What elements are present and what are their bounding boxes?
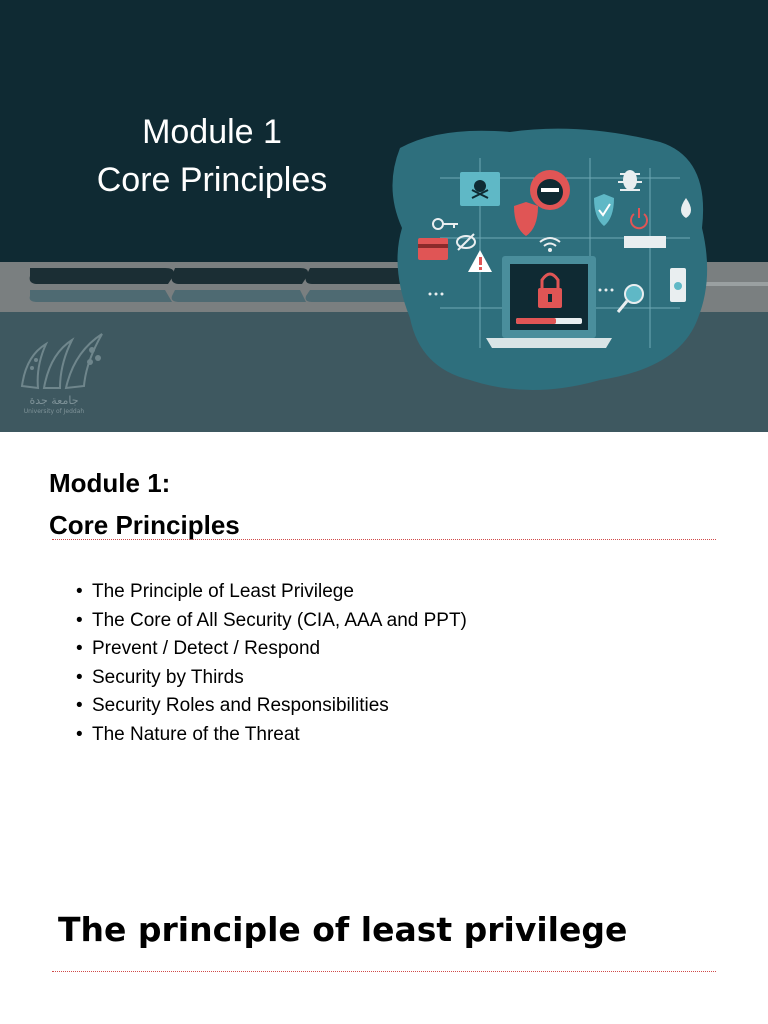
title-slide xyxy=(0,0,768,432)
title-line-1: Module 1 xyxy=(142,113,282,151)
list-item: • The Nature of the Threat xyxy=(76,721,467,750)
phone-icon xyxy=(670,268,686,302)
list-item: • The Core of All Security (CIA, AAA and PPT) xyxy=(76,607,467,636)
agenda-divider xyxy=(52,539,716,540)
agenda-heading xyxy=(49,462,240,546)
logo-english-text: University of Jeddah xyxy=(23,408,85,415)
password-icon xyxy=(624,236,666,248)
folder-skull-icon xyxy=(460,172,500,206)
agenda-heading-line-2: Core Principles xyxy=(49,510,240,540)
credit-card-icon xyxy=(418,238,448,260)
agenda-list xyxy=(76,578,467,749)
logo-arabic-text: جامعة جدة xyxy=(29,394,79,407)
list-item: • The Principle of Least Privilege xyxy=(76,578,467,607)
list-item: • Security by Thirds xyxy=(76,664,467,693)
section-heading: The principle of least privilege xyxy=(58,910,628,949)
section-divider xyxy=(52,971,716,972)
list-item: • Security Roles and Responsibilities xyxy=(76,692,467,721)
list-item: • Prevent / Detect / Respond xyxy=(76,635,467,664)
title-line-2: Core Principles xyxy=(96,161,328,199)
slide-title xyxy=(40,108,384,204)
hacker-icon xyxy=(530,170,570,210)
cybersecurity-illustration xyxy=(380,118,716,398)
agenda-heading-line-1: Module 1: xyxy=(49,468,171,498)
